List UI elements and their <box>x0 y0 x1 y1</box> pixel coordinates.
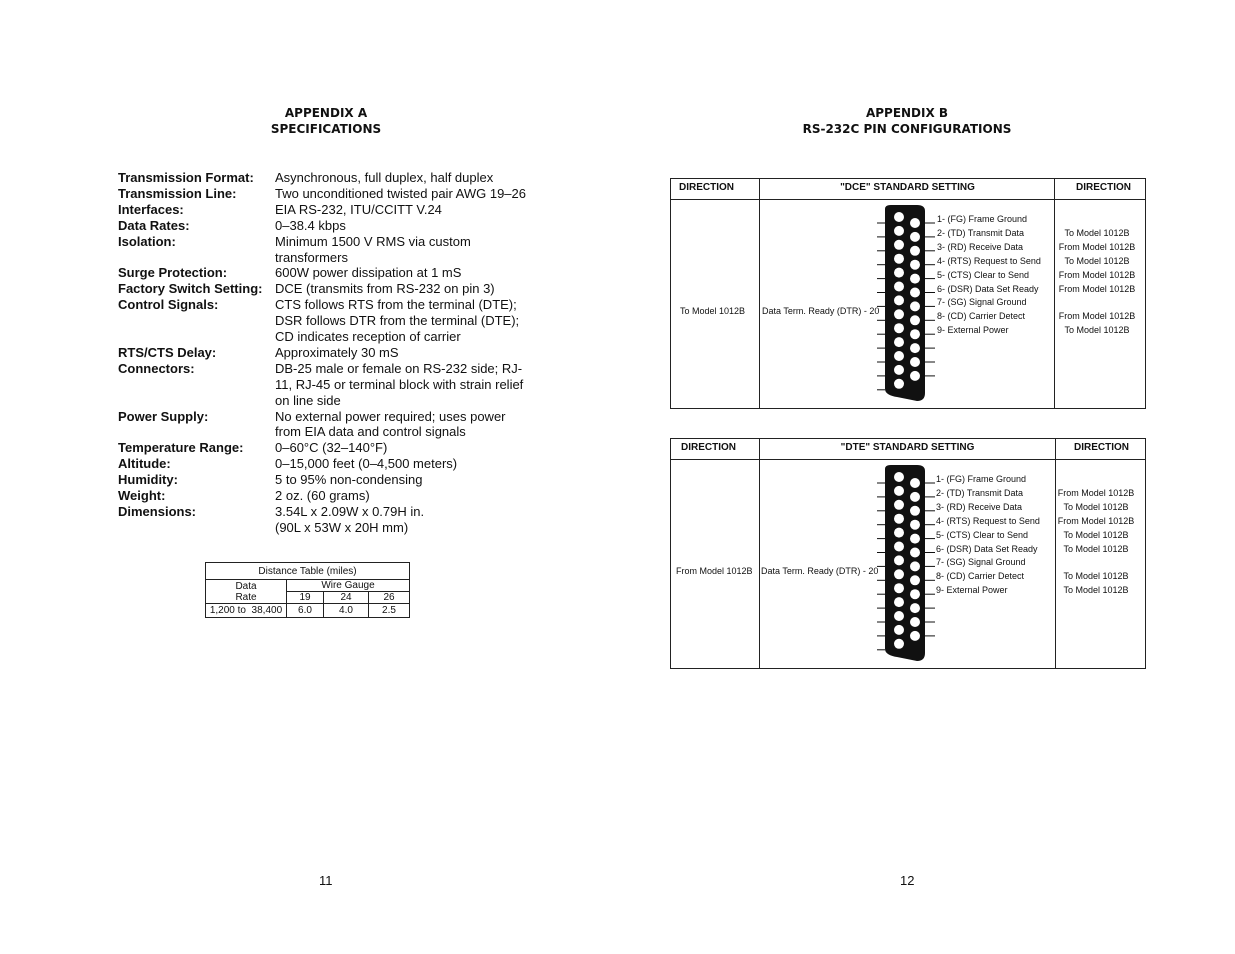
connector-pin <box>910 260 920 270</box>
connector-pin <box>894 282 904 292</box>
connector-pin <box>910 561 920 571</box>
spec-value: No external power required; uses power <box>275 408 506 424</box>
pin-label: 9- External Power <box>936 585 1008 596</box>
spec-value: Approximately 30 mS <box>275 344 399 360</box>
connector-pin <box>894 597 904 607</box>
connector-pin <box>894 500 904 510</box>
pin-label: 5- (CTS) Clear to Send <box>937 269 1030 280</box>
spec-value: 0–38.4 kbps <box>275 217 346 233</box>
connector-pin <box>894 212 904 222</box>
spec-value: Asynchronous, full duplex, half duplex <box>275 170 494 185</box>
spec-label: Transmission Format: <box>118 170 254 185</box>
connector-pin <box>894 528 904 538</box>
connector-pin <box>894 337 904 347</box>
spec-value: 2 oz. (60 grams) <box>275 488 370 503</box>
spec-label: Altitude: <box>118 456 171 472</box>
dte-setting-header: "DTE" STANDARD SETTING <box>840 442 975 453</box>
pin-direction: To Model 1012B <box>1063 543 1129 554</box>
connector-pin <box>894 254 904 264</box>
page-number-left: 11 <box>319 873 333 888</box>
dte-pin-table <box>670 438 1146 669</box>
dte-direction-right-header: DIRECTION <box>1074 442 1129 453</box>
connector-pin <box>894 542 904 552</box>
connector-pin <box>894 240 904 250</box>
divider <box>1055 439 1056 668</box>
connector-pin <box>910 274 920 284</box>
connector-pin <box>894 639 904 649</box>
dce-header-row <box>671 179 1145 200</box>
pin-label: 8- (CD) Carrier Detect <box>936 571 1025 582</box>
spec-value: EIA RS-232, ITU/CCITT V.24 <box>275 201 442 217</box>
rate-cell: 1,200 to 38,400 <box>206 604 287 618</box>
pin-label: 3- (RD) Receive Data <box>936 501 1023 512</box>
appendix-a-subtitle: SPECIFICATIONS <box>270 122 382 136</box>
connector-pin <box>910 232 920 242</box>
spec-label: Data Rates: <box>118 217 190 233</box>
spec-value: (90L x 53W x 20H mm) <box>275 519 409 535</box>
connector-pin <box>894 625 904 635</box>
pin-label: 6- (DSR) Data Set Ready <box>937 283 1039 294</box>
spec-label: Factory Switch Setting: <box>118 281 263 297</box>
connector-pin <box>894 611 904 621</box>
distance-table <box>205 562 410 618</box>
spec-value: 0–15,000 feet (0–4,500 meters) <box>275 456 458 472</box>
data-rate-header-bottom: Rate <box>235 591 257 603</box>
pin-direction: To Model 1012B <box>1064 325 1130 336</box>
connector-pin <box>894 379 904 389</box>
distance-cell: 4.0 <box>324 604 369 618</box>
dce-pin-table <box>670 178 1146 409</box>
pin-label: 7- (SG) Signal Ground <box>937 297 1027 308</box>
data-rate-header-top: Data <box>235 580 257 592</box>
pin-direction: To Model 1012B <box>1063 501 1129 512</box>
connector-pin <box>894 472 904 482</box>
connector-pin <box>910 520 920 530</box>
pin-direction: From Model 1012B <box>1058 311 1136 322</box>
connector-pin <box>894 226 904 236</box>
spec-value: Minimum 1500 V RMS via custom <box>275 233 471 249</box>
connector-pin <box>910 506 920 516</box>
spec-value: 11, RJ-45 or terminal block with strain relief <box>275 376 524 392</box>
spec-value: from EIA data and control signals <box>275 424 466 440</box>
spec-label: Interfaces: <box>118 201 184 217</box>
spec-value: DSR follows DTR from the terminal (DTE); <box>275 313 520 329</box>
spec-label: Connectors: <box>118 360 195 376</box>
connector-pin <box>910 357 920 367</box>
spec-value: 5 to 95% non-condensing <box>275 472 423 488</box>
spec-label: Isolation: <box>118 233 176 249</box>
dte-dtr-label: Data Term. Ready (DTR) - 20 <box>761 566 879 576</box>
page-number-right: 12 <box>900 873 915 888</box>
pin-direction: To Model 1012B <box>1063 529 1129 540</box>
connector-pin <box>894 309 904 319</box>
connector-pin <box>910 301 920 311</box>
spec-value: transformers <box>275 249 348 265</box>
dce-direction-right-header: DIRECTION <box>1076 182 1131 193</box>
connector-pin <box>910 288 920 298</box>
gauge-header: 24 <box>324 592 369 604</box>
spec-label: Dimensions: <box>118 503 197 519</box>
connector-pin <box>910 589 920 599</box>
dte-left-direction: From Model 1012B <box>676 566 753 576</box>
pin-label: 4- (RTS) Request to Send <box>936 515 1040 526</box>
pin-label: 7- (SG) Signal Ground <box>936 557 1026 568</box>
connector-pin <box>910 617 920 627</box>
pin-label: 8- (CD) Carrier Detect <box>937 311 1026 322</box>
connector-pin <box>910 534 920 544</box>
pin-label: 3- (RD) Receive Data <box>937 241 1024 252</box>
spec-value: Two unconditioned twisted pair AWG 19–26 <box>275 185 526 201</box>
spec-label: Humidity: <box>118 472 178 488</box>
spec-label: Power Supply: <box>118 408 209 424</box>
connector-pin <box>910 548 920 558</box>
dte-header-row <box>671 439 1145 460</box>
pin-direction: To Model 1012B <box>1064 227 1130 238</box>
appendix-b-subtitle: RS-232C PIN CONFIGURATIONS <box>802 122 1012 136</box>
pin-direction: From Model 1012B <box>1058 269 1136 280</box>
pin-label: 1- (FG) Frame Ground <box>937 214 1028 224</box>
connector-pin <box>894 569 904 579</box>
data-rate-header <box>206 580 287 604</box>
pin-direction: From Model 1012B <box>1058 283 1136 294</box>
pin-label: 2- (TD) Transmit Data <box>937 227 1025 238</box>
spec-label: Surge Protection: <box>118 265 228 281</box>
appendix-b-title: APPENDIX B <box>865 106 949 120</box>
pin-label: 5- (CTS) Clear to Send <box>936 529 1029 540</box>
spec-value: DB-25 male or female on RS-232 side; RJ- <box>275 360 523 376</box>
pin-direction: From Model 1012B <box>1058 241 1136 252</box>
connector-pin <box>910 343 920 353</box>
pin-direction: From Model 1012B <box>1057 515 1135 526</box>
spec-label: Temperature Range: <box>118 440 244 456</box>
spec-label: Weight: <box>118 488 166 503</box>
gauge-header: 26 <box>369 592 410 604</box>
connector-pin <box>894 295 904 305</box>
pin-label: 6- (DSR) Data Set Ready <box>936 543 1038 554</box>
pin-direction: To Model 1012B <box>1064 255 1130 266</box>
divider <box>759 439 760 668</box>
connector-pin <box>910 371 920 381</box>
connector-pin <box>894 486 904 496</box>
connector-pin <box>894 351 904 361</box>
connector-pin <box>910 492 920 502</box>
pin-label: 1- (FG) Frame Ground <box>936 474 1027 484</box>
spec-label: Transmission Line: <box>118 185 237 201</box>
dce-direction-left-header: DIRECTION <box>679 182 734 193</box>
connector-pin <box>910 478 920 488</box>
distance-cell: 6.0 <box>287 604 324 618</box>
connector-pin <box>894 555 904 565</box>
spec-value: on line side <box>275 392 341 408</box>
appendix-a-title: APPENDIX A <box>284 106 368 120</box>
distance-table-title: Distance Table (miles) <box>206 563 410 580</box>
pin-label: 9- External Power <box>937 325 1009 336</box>
spec-label: RTS/CTS Delay: <box>118 344 217 360</box>
gauge-header: 19 <box>287 592 324 604</box>
connector-pin <box>910 218 920 228</box>
dce-dtr-label: Data Term. Ready (DTR) - 20 <box>762 306 880 316</box>
pin-direction: To Model 1012B <box>1063 571 1129 582</box>
connector-pin <box>910 631 920 641</box>
wire-gauge-header: Wire Gauge <box>287 580 410 592</box>
connector-pin <box>894 365 904 375</box>
spec-value: CTS follows RTS from the terminal (DTE); <box>275 297 517 313</box>
connector-pin <box>910 603 920 613</box>
spec-value: 0–60°C (32–140°F) <box>275 440 388 456</box>
pin-direction: To Model 1012B <box>1063 585 1129 596</box>
pin-direction: From Model 1012B <box>1057 487 1135 498</box>
divider <box>759 179 760 408</box>
dte-direction-left-header: DIRECTION <box>681 442 736 453</box>
pin-label: 2- (TD) Transmit Data <box>936 487 1024 498</box>
spec-value: 3.54L x 2.09W x 0.79H in. <box>275 503 425 519</box>
connector-pin <box>894 514 904 524</box>
spec-label: Control Signals: <box>118 297 219 313</box>
connector-pin <box>910 315 920 325</box>
connector-pin <box>910 246 920 256</box>
connector-pin <box>894 323 904 333</box>
connector-pin <box>894 583 904 593</box>
spec-value: DCE (transmits from RS-232 on pin 3) <box>275 281 495 297</box>
spec-value: CD indicates reception of carrier <box>275 329 461 344</box>
dce-left-direction: To Model 1012B <box>680 306 746 316</box>
pin-label: 4- (RTS) Request to Send <box>937 255 1041 266</box>
dce-setting-header: "DCE" STANDARD SETTING <box>840 182 975 193</box>
distance-cell: 2.5 <box>369 604 410 618</box>
spec-value: 600W power dissipation at 1 mS <box>275 265 462 281</box>
connector-pin <box>910 329 920 339</box>
connector-pin <box>894 268 904 278</box>
connector-pin <box>910 575 920 585</box>
divider <box>1054 179 1055 408</box>
